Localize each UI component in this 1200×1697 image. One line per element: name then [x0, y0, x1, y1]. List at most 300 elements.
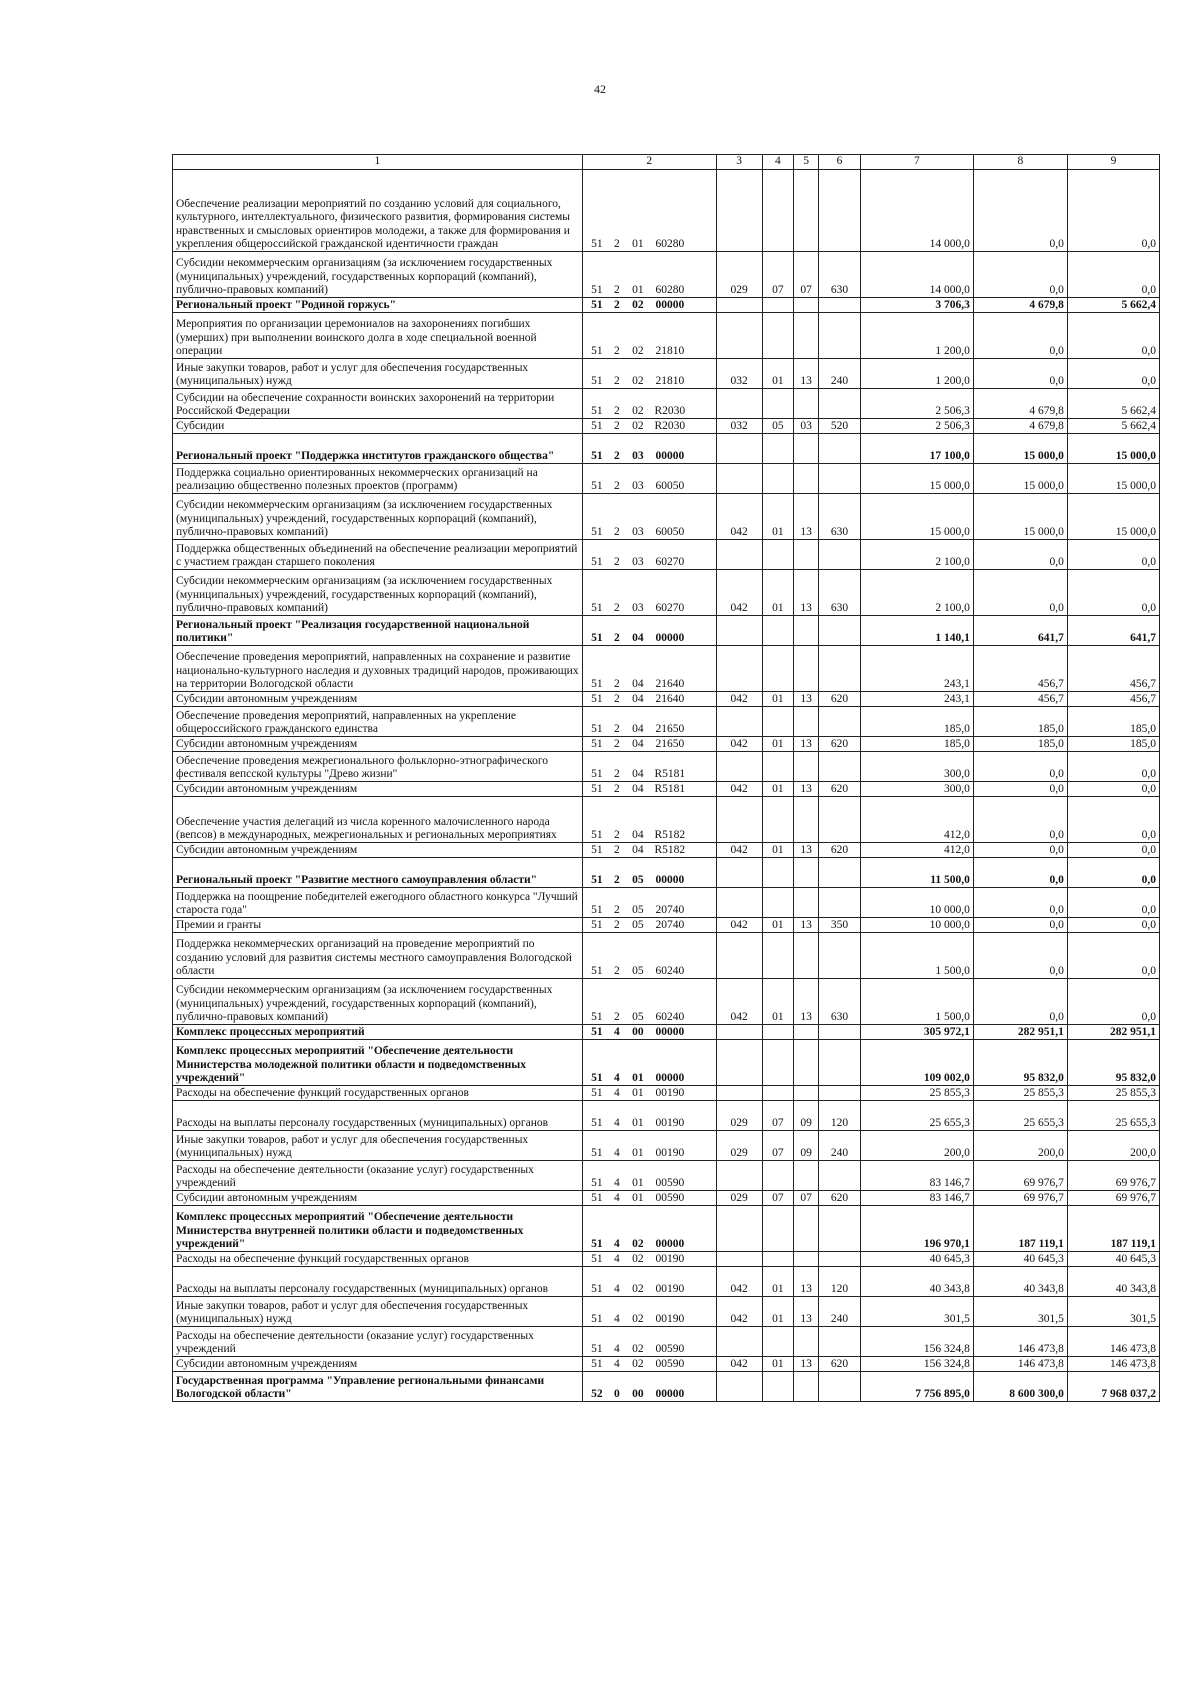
amount-cell: 25 655,3 [860, 1101, 973, 1131]
row-name [173, 918, 583, 933]
amount-cell: 40 343,8 [1067, 1267, 1159, 1297]
amount-cell: 0,0 [1067, 843, 1159, 858]
amount-cell: 0,0 [973, 170, 1067, 252]
code-cell [762, 1327, 793, 1357]
code-cell [716, 888, 762, 918]
amount-cell: 185,0 [860, 737, 973, 752]
code-part: 4 [613, 1342, 620, 1355]
row-name [173, 888, 583, 918]
row-name-text: Субсидии некоммерческим организациям (за исключением государственных (муниципальных) учреждений, государственных корпораций (компаний), публично-правовых компаний) [176, 257, 553, 296]
code-cell [794, 1372, 819, 1402]
code-cell [762, 1252, 793, 1267]
row-name-text: Поддержка на поощрение победителей ежегодного областного конкурса "Лучший староста года" [176, 890, 578, 916]
row-name [173, 843, 583, 858]
code-part: 60270 [655, 601, 685, 614]
amount-cell: 0,0 [973, 540, 1067, 570]
row-name [173, 1267, 583, 1297]
amount-cell: 15 000,0 [860, 464, 973, 494]
code-cell: 620 [819, 737, 861, 752]
code-part: 03 [632, 449, 644, 462]
row-name [173, 692, 583, 707]
code-cell [762, 752, 793, 782]
code-cell: 042 [716, 570, 762, 616]
header-cell: 8 [973, 155, 1067, 170]
code-part: 03 [632, 555, 644, 568]
row-name [173, 419, 583, 434]
code-part: 00 [632, 1387, 644, 1400]
code-cell: 630 [819, 252, 861, 298]
row-name [173, 752, 583, 782]
row-name [173, 252, 583, 298]
code-part: 51 [591, 525, 603, 538]
code-cell: 630 [819, 979, 861, 1025]
code-part: 51 [591, 1071, 603, 1084]
code-part: 51 [591, 1146, 603, 1159]
code-cell: 620 [819, 1357, 861, 1372]
code-part: 04 [632, 722, 644, 735]
code-cell: 01 [762, 737, 793, 752]
header-cell: 4 [762, 155, 793, 170]
code-cell: 01 [762, 1297, 793, 1327]
amount-cell: 40 645,3 [1067, 1252, 1159, 1267]
table-row [173, 313, 1160, 359]
code-part: 2 [613, 828, 620, 841]
table-row [173, 1252, 1160, 1267]
amount-cell: 0,0 [973, 918, 1067, 933]
table-row [173, 1297, 1160, 1327]
code-part: 2 [613, 964, 620, 977]
amount-cell: 15 000,0 [973, 464, 1067, 494]
code-part: 04 [632, 692, 644, 705]
code-part: 51 [591, 404, 603, 417]
code-part: 51 [591, 828, 603, 841]
amount-cell: 5 662,4 [1067, 298, 1159, 313]
code-part: 51 [591, 237, 603, 250]
code-part: 51 [591, 1342, 603, 1355]
target-code [582, 313, 716, 359]
code-cell: 032 [716, 419, 762, 434]
amount-cell: 146 473,8 [973, 1357, 1067, 1372]
code-part: 51 [591, 1312, 603, 1325]
amount-cell: 641,7 [1067, 616, 1159, 646]
amount-cell: 8 600 300,0 [973, 1372, 1067, 1402]
row-name-text: Субсидии на обеспечение сохранности воинских захоронений на территории Российской Федерации [176, 391, 555, 417]
code-cell [794, 616, 819, 646]
code-part: 4 [613, 1071, 620, 1084]
code-part: 00190 [655, 1312, 685, 1325]
amount-cell: 187 119,1 [973, 1206, 1067, 1252]
row-name [173, 646, 583, 692]
code-part: 04 [632, 737, 644, 750]
row-name-text: Субсидии [176, 419, 225, 432]
amount-cell: 40 343,8 [973, 1267, 1067, 1297]
table-row [173, 752, 1160, 782]
code-part: 4 [613, 1086, 620, 1099]
row-name [173, 1297, 583, 1327]
code-cell [716, 1206, 762, 1252]
page-number: 42 [594, 82, 606, 96]
amount-cell: 15 000,0 [1067, 464, 1159, 494]
amount-cell: 0,0 [1067, 313, 1159, 359]
code-cell [794, 646, 819, 692]
code-part: 20740 [655, 903, 685, 916]
amount-cell: 0,0 [1067, 918, 1159, 933]
row-name [173, 298, 583, 313]
code-cell [819, 616, 861, 646]
table-row [173, 464, 1160, 494]
amount-cell: 4 679,8 [973, 389, 1067, 419]
code-cell: 042 [716, 843, 762, 858]
row-name [173, 1161, 583, 1191]
amount-cell: 25 655,3 [1067, 1101, 1159, 1131]
code-part: 00000 [655, 1387, 685, 1400]
table-row [173, 389, 1160, 419]
code-part: 51 [591, 374, 603, 387]
table-row [173, 979, 1160, 1025]
code-part: 51 [591, 722, 603, 735]
amount-cell: 69 976,7 [1067, 1161, 1159, 1191]
code-part: 2 [613, 692, 620, 705]
code-cell: 042 [716, 979, 762, 1025]
amount-cell: 156 324,8 [860, 1327, 973, 1357]
code-part: 2 [613, 767, 620, 780]
target-code [582, 782, 716, 797]
code-part: 2 [613, 601, 620, 614]
code-cell [794, 858, 819, 888]
code-cell [794, 1086, 819, 1101]
code-part: 21640 [655, 692, 685, 705]
code-cell: 07 [794, 252, 819, 298]
amount-cell: 15 000,0 [1067, 434, 1159, 464]
code-part: 2 [613, 903, 620, 916]
code-cell [794, 1040, 819, 1086]
amount-cell: 2 506,3 [860, 389, 973, 419]
code-cell [716, 1086, 762, 1101]
code-part: 4 [613, 1116, 620, 1129]
code-cell [716, 540, 762, 570]
code-cell: 05 [762, 419, 793, 434]
code-cell [762, 313, 793, 359]
row-name [173, 1191, 583, 1206]
code-cell [819, 1206, 861, 1252]
code-cell: 01 [762, 782, 793, 797]
amount-cell: 17 100,0 [860, 434, 973, 464]
code-part: 04 [632, 631, 644, 644]
table-row [173, 707, 1160, 737]
code-cell: 13 [794, 494, 819, 540]
code-part: 4 [613, 1282, 620, 1295]
code-cell: 01 [762, 570, 793, 616]
code-part: 05 [632, 964, 644, 977]
row-name-text: Обеспечение проведения межрегионального фольклорно-этнографического фестиваля вепсской культуры "Древо жизни" [176, 754, 548, 780]
table-row [173, 918, 1160, 933]
code-part: 2 [613, 525, 620, 538]
row-name-text: Региональный проект "Реализация государственной национальной политики" [176, 618, 530, 644]
target-code [582, 858, 716, 888]
amount-cell: 15 000,0 [973, 494, 1067, 540]
row-name-text: Обеспечение участия делегаций из числа коренного малочисленного народа (вепсов) в международных, межрегиональных и региональных мероприятиях [176, 815, 557, 841]
code-part: 01 [632, 237, 644, 250]
code-part: 2 [613, 283, 620, 296]
code-cell: 13 [794, 737, 819, 752]
table-row [173, 1357, 1160, 1372]
code-cell [794, 1025, 819, 1040]
code-part: 2 [613, 404, 620, 417]
code-part: 60280 [655, 283, 685, 296]
table-row [173, 1131, 1160, 1161]
amount-cell: 1 200,0 [860, 313, 973, 359]
header-cell: 6 [819, 155, 861, 170]
amount-cell: 282 951,1 [973, 1025, 1067, 1040]
target-code [582, 389, 716, 419]
code-cell [819, 1372, 861, 1402]
code-part: 51 [591, 1086, 603, 1099]
code-part: 03 [632, 479, 644, 492]
row-name-text: Субсидии автономным учреждениям [176, 692, 358, 705]
row-name-text: Субсидии автономным учреждениям [176, 737, 358, 750]
code-part: 01 [632, 283, 644, 296]
table-row [173, 494, 1160, 540]
table-row [173, 1025, 1160, 1040]
code-part: 51 [591, 843, 603, 856]
code-cell: 520 [819, 419, 861, 434]
code-part: 02 [632, 374, 644, 387]
row-name-text: Субсидии некоммерческим организациям (за исключением государственных (муниципальных) учреждений, государственных корпораций (компаний), публично-правовых компаний) [176, 575, 553, 614]
target-code [582, 979, 716, 1025]
code-cell: 01 [762, 979, 793, 1025]
table-row [173, 1101, 1160, 1131]
code-cell [794, 1252, 819, 1267]
code-cell [794, 389, 819, 419]
code-part: 21650 [655, 722, 685, 735]
code-cell [762, 888, 793, 918]
row-name-text: Субсидии автономным учреждениям [176, 843, 358, 856]
code-cell [762, 540, 793, 570]
amount-cell: 243,1 [860, 692, 973, 707]
amount-cell: 0,0 [973, 313, 1067, 359]
target-code [582, 843, 716, 858]
target-code [582, 419, 716, 434]
code-part: 4 [613, 1312, 620, 1325]
amount-cell: 456,7 [1067, 646, 1159, 692]
row-name [173, 707, 583, 737]
code-cell [716, 646, 762, 692]
code-cell: 630 [819, 570, 861, 616]
amount-cell: 0,0 [1067, 933, 1159, 979]
code-cell [794, 170, 819, 252]
target-code [582, 1086, 716, 1101]
code-part: 00190 [655, 1146, 685, 1159]
code-cell [819, 434, 861, 464]
amount-cell: 300,0 [860, 752, 973, 782]
amount-cell: 412,0 [860, 843, 973, 858]
amount-cell: 301,5 [973, 1297, 1067, 1327]
code-part: 60240 [655, 1010, 685, 1023]
table-row [173, 1372, 1160, 1402]
row-name-text: Поддержка некоммерческих организаций на проведение мероприятий по созданию условий для развития системы местного самоуправления Вологодской области [176, 938, 572, 977]
row-name-text: Расходы на выплаты персоналу государственных (муниципальных) органов [176, 1282, 549, 1295]
amount-cell: 0,0 [973, 252, 1067, 298]
code-cell [762, 858, 793, 888]
code-part: 4 [613, 1146, 620, 1159]
code-part: 51 [591, 1357, 603, 1370]
code-cell [794, 298, 819, 313]
target-code [582, 692, 716, 707]
code-part: 51 [591, 737, 603, 750]
row-name-text: Субсидии автономным учреждениям [176, 1191, 358, 1204]
amount-cell: 0,0 [1067, 888, 1159, 918]
code-cell [819, 858, 861, 888]
header-cell: 2 [582, 155, 716, 170]
code-cell: 620 [819, 843, 861, 858]
amount-cell: 305 972,1 [860, 1025, 973, 1040]
amount-cell: 10 000,0 [860, 888, 973, 918]
amount-cell: 1 500,0 [860, 979, 973, 1025]
code-part: 04 [632, 843, 644, 856]
code-part: 00000 [655, 1071, 685, 1084]
code-cell [794, 797, 819, 843]
row-name-text: Иные закупки товаров, работ и услуг для обеспечения государственных (муниципальных) нужд [176, 361, 529, 387]
code-cell: 029 [716, 1191, 762, 1206]
code-part: 51 [591, 1010, 603, 1023]
code-part: 51 [591, 1116, 603, 1129]
code-cell [762, 1086, 793, 1101]
table-row [173, 419, 1160, 434]
amount-cell: 25 855,3 [860, 1086, 973, 1101]
code-part: 2 [613, 873, 620, 886]
code-cell [762, 797, 793, 843]
code-cell: 09 [794, 1131, 819, 1161]
code-cell: 01 [762, 494, 793, 540]
table-row [173, 737, 1160, 752]
code-part: 04 [632, 767, 644, 780]
amount-cell: 14 000,0 [860, 170, 973, 252]
row-name-text: Обеспечение проведения мероприятий, направленных на сохранение и развитие национально-культурного наследия и духовных традиций народов, проживающих на территории Вологодской области [176, 651, 579, 690]
code-part: 51 [591, 677, 603, 690]
row-name [173, 434, 583, 464]
code-part: 21640 [655, 677, 685, 690]
code-cell: 07 [762, 252, 793, 298]
code-cell [762, 464, 793, 494]
amount-cell: 69 976,7 [973, 1191, 1067, 1206]
code-part: 02 [632, 1282, 644, 1295]
code-cell: 042 [716, 782, 762, 797]
code-cell [819, 1252, 861, 1267]
row-name-text: Обеспечение проведения мероприятий, направленных на укрепление общероссийского гражданского единства [176, 709, 516, 735]
amount-cell: 40 645,3 [860, 1252, 973, 1267]
code-cell [819, 170, 861, 252]
amount-cell: 0,0 [1067, 782, 1159, 797]
code-cell [794, 933, 819, 979]
code-part: 21810 [655, 374, 685, 387]
target-code [582, 170, 716, 252]
code-cell [819, 933, 861, 979]
amount-cell: 0,0 [973, 979, 1067, 1025]
code-part: 2 [613, 298, 620, 311]
code-part: 0 [613, 1387, 620, 1400]
code-part: 51 [591, 903, 603, 916]
amount-cell: 146 473,8 [1067, 1327, 1159, 1357]
code-part: 00590 [655, 1357, 685, 1370]
table-row [173, 646, 1160, 692]
code-part: 51 [591, 419, 603, 432]
row-name [173, 540, 583, 570]
amount-cell: 0,0 [1067, 570, 1159, 616]
code-cell: 042 [716, 1297, 762, 1327]
code-cell [716, 313, 762, 359]
amount-cell: 14 000,0 [860, 252, 973, 298]
code-part: 60050 [655, 479, 685, 492]
code-cell [794, 888, 819, 918]
row-name [173, 313, 583, 359]
code-cell [716, 752, 762, 782]
row-name [173, 1357, 583, 1372]
row-name-text: Обеспечение реализации мероприятий по созданию условий для социального, культурного, интеллектуального, физического развития, формирования системы нравственных и смысловых ориентиров молодежи, а также для формирования и укрепления общероссийской гражданской идентичности граждан [176, 198, 571, 250]
amount-cell: 200,0 [860, 1131, 973, 1161]
code-cell: 13 [794, 359, 819, 389]
code-part: 51 [591, 1282, 603, 1295]
table-row [173, 692, 1160, 707]
code-part: 05 [632, 918, 644, 931]
code-part: 51 [591, 555, 603, 568]
code-part: 51 [591, 479, 603, 492]
code-cell [794, 464, 819, 494]
code-cell [762, 1040, 793, 1086]
code-cell [819, 1161, 861, 1191]
row-name-text: Региональный проект "Поддержка институтов гражданского общества" [176, 449, 555, 462]
target-code [582, 752, 716, 782]
code-cell [819, 646, 861, 692]
code-part: R2030 [654, 404, 686, 417]
row-name-text: Субсидии некоммерческим организациям (за исключением государственных (муниципальных) учреждений, государственных корпораций (компаний), публично-правовых компаний) [176, 499, 553, 538]
amount-cell: 83 146,7 [860, 1191, 973, 1206]
table-row [173, 252, 1160, 298]
code-cell: 01 [762, 1357, 793, 1372]
code-part: 05 [632, 1010, 644, 1023]
code-cell [762, 170, 793, 252]
code-cell [762, 389, 793, 419]
row-name [173, 1327, 583, 1357]
code-part: 00590 [655, 1342, 685, 1355]
code-cell [716, 170, 762, 252]
code-part: 02 [632, 419, 644, 432]
target-code [582, 1372, 716, 1402]
code-cell [762, 1372, 793, 1402]
code-part: 02 [632, 1357, 644, 1370]
row-name-text: Расходы на выплаты персоналу государственных (муниципальных) органов [176, 1116, 549, 1129]
code-part: 2 [613, 677, 620, 690]
code-cell [716, 1372, 762, 1402]
table-row [173, 933, 1160, 979]
target-code [582, 570, 716, 616]
code-part: 51 [591, 344, 603, 357]
amount-cell: 25 855,3 [973, 1086, 1067, 1101]
code-cell: 13 [794, 979, 819, 1025]
amount-cell: 456,7 [1067, 692, 1159, 707]
amount-cell: 301,5 [860, 1297, 973, 1327]
code-part: 51 [591, 298, 603, 311]
amount-cell: 196 970,1 [860, 1206, 973, 1252]
code-part: 51 [591, 692, 603, 705]
amount-cell: 156 324,8 [860, 1357, 973, 1372]
amount-cell: 0,0 [1067, 752, 1159, 782]
row-name [173, 1206, 583, 1252]
target-code [582, 1191, 716, 1206]
amount-cell: 40 343,8 [860, 1267, 973, 1297]
code-cell: 240 [819, 1131, 861, 1161]
code-part: 2 [613, 449, 620, 462]
code-part: 03 [632, 601, 644, 614]
